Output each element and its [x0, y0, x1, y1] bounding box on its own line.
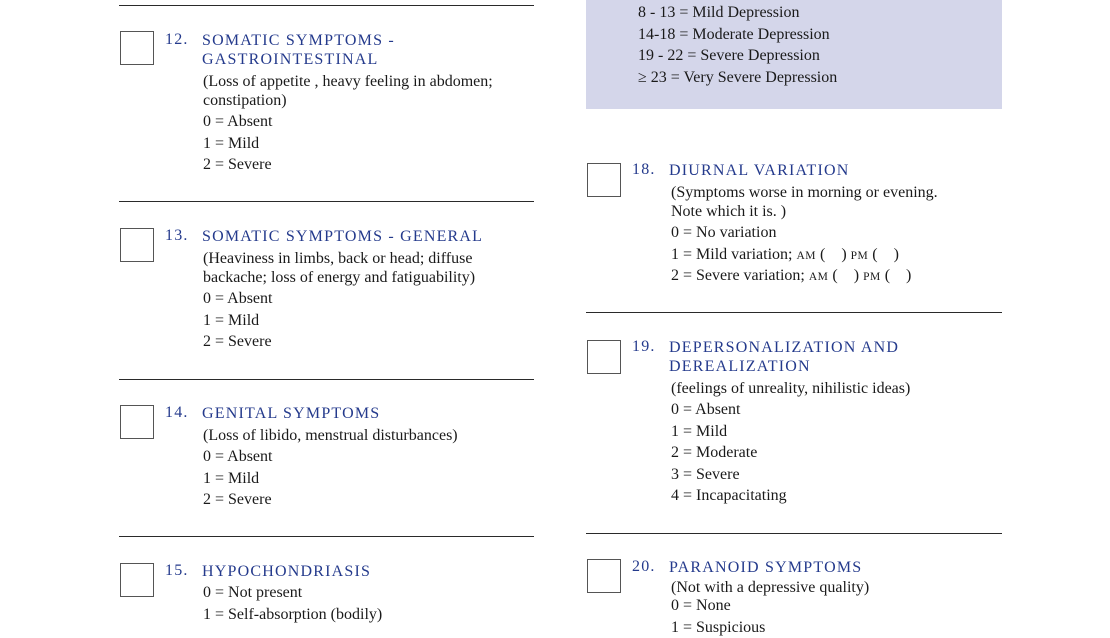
item-title: GENITAL SYMPTOMS [202, 405, 381, 422]
item-title: PARANOID SYMPTOMS [669, 559, 863, 576]
legend-line: ≥ 23 = Very Severe Depression [638, 68, 838, 86]
divider [119, 5, 534, 6]
item-option: 0 = Absent [203, 113, 273, 130]
item-number: 12. [165, 31, 189, 48]
score-box-item-12[interactable] [120, 31, 154, 65]
item-option: 2 = Severe [203, 156, 272, 174]
item-description: constipation) [203, 92, 287, 109]
am-label: AM [796, 249, 816, 262]
score-box-item-18[interactable] [587, 163, 621, 197]
item-number: 19. [632, 338, 656, 355]
item-title: DEREALIZATION [669, 358, 811, 375]
item-option: 1 = Mild [203, 134, 260, 152]
legend-line: 8 - 13 = Mild Depression [638, 4, 800, 21]
item-number: 20. [632, 558, 656, 575]
item-option: 2 = Severe [203, 491, 272, 509]
item-option: 0 = Absent [671, 401, 741, 418]
legend-line: 19 - 22 = Severe Depression [638, 47, 820, 65]
item-description: Note which it is. ) [671, 203, 787, 220]
score-box-item-20[interactable] [587, 559, 621, 593]
item-option: 0 = None [671, 597, 731, 614]
item-description: (Symptoms worse in morning or evening. [671, 184, 938, 201]
item-number: 18. [632, 161, 656, 178]
divider [586, 533, 1002, 534]
item-option: 1 = Mild [203, 311, 260, 329]
pm-label: PM [850, 249, 869, 262]
am-blank[interactable]: ( ) [819, 245, 847, 263]
item-option: 0 = Absent [203, 448, 273, 465]
item-option: 0 = No variation [671, 224, 777, 241]
divider [119, 536, 534, 537]
item-title: DIURNAL VARIATION [669, 162, 850, 179]
legend-line: 14-18 = Moderate Depression [638, 25, 830, 43]
item-title: SOMATIC SYMPTOMS - [202, 32, 395, 49]
item-number: 14. [165, 404, 189, 421]
score-box-item-15[interactable] [120, 563, 154, 597]
item-option: 2 = Moderate [671, 444, 758, 462]
item-option: 1 = Mild [671, 422, 728, 440]
score-box-item-13[interactable] [120, 228, 154, 262]
divider [119, 201, 534, 202]
am-blank[interactable]: ( ) [832, 267, 860, 285]
item-title: HYPOCHONDRIASIS [202, 563, 372, 580]
item-option: 0 = Not present [203, 584, 303, 601]
item-option: 1 = Mild [203, 469, 260, 487]
item-description: (Not with a depressive quality) [671, 579, 870, 596]
item-title: DEPERSONALIZATION AND [669, 339, 900, 356]
item-title: GASTROINTESTINAL [202, 51, 379, 68]
item-title: SOMATIC SYMPTOMS - GENERAL [202, 228, 484, 245]
am-label: AM [808, 271, 829, 284]
severity-legend [586, 0, 1002, 109]
pm-label: PM [863, 271, 881, 284]
item-option: 4 = Incapacitating [671, 487, 787, 505]
score-box-item-19[interactable] [587, 340, 621, 374]
item-description: (feelings of unreality, nihilistic ideas) [671, 380, 911, 397]
divider [586, 312, 1002, 313]
pm-blank[interactable]: ( ) [884, 267, 912, 285]
score-box-item-14[interactable] [120, 405, 154, 439]
variation-label: 1 = Mild variation; [671, 245, 793, 263]
item-description: (Heaviness in limbs, back or head; diffuse [203, 250, 473, 267]
item-option: 1 = Suspicious [671, 618, 766, 636]
divider [119, 379, 534, 380]
item-description: backache; loss of energy and fatiguability) [203, 269, 476, 286]
item-option: 1 = Self-absorption (bodily) [203, 605, 383, 623]
pm-blank[interactable]: ( ) [872, 245, 899, 263]
item-description: (Loss of appetite , heavy feeling in abdomen; [203, 73, 493, 90]
variation-label: 2 = Severe variation; [671, 267, 805, 285]
item-option: 0 = Absent [203, 290, 273, 307]
variation-option [671, 265, 911, 289]
item-number: 15. [165, 562, 189, 579]
item-number: 13. [165, 227, 189, 244]
item-option: 3 = Severe [671, 465, 740, 483]
item-option: 2 = Severe [203, 333, 272, 351]
item-description: (Loss of libido, menstrual disturbances) [203, 427, 458, 444]
variation-option [671, 244, 899, 268]
